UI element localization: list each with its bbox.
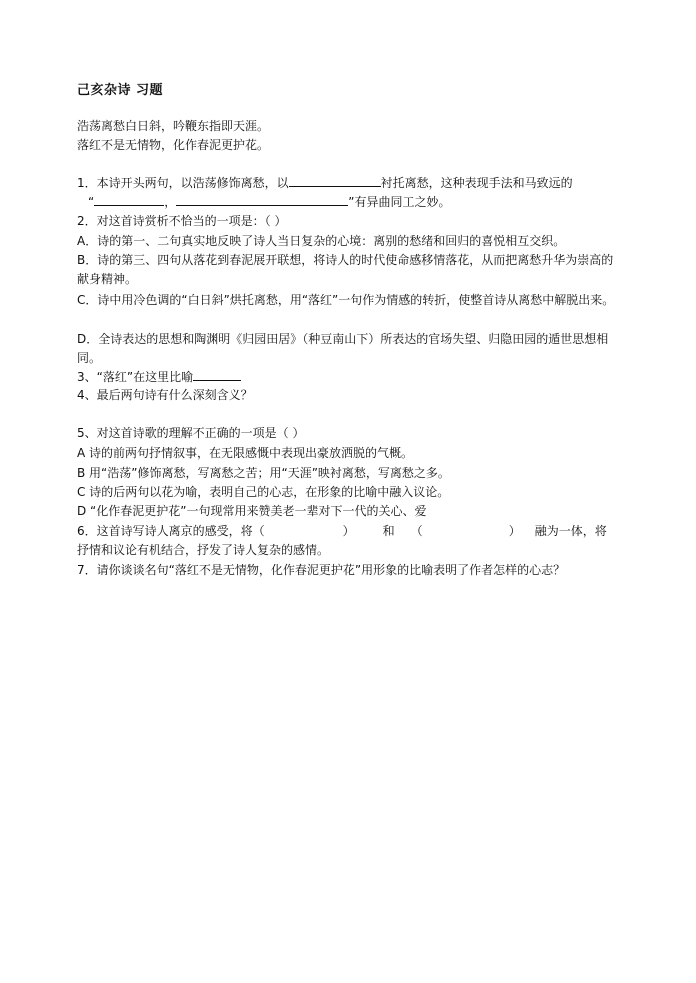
- question-2-stem: 2．对这首诗赏析不恰当的一项是：（ ）: [77, 214, 287, 228]
- question-5-stem: 5、对这首诗歌的理解不正确的一项是（ ）: [77, 426, 305, 440]
- answer-blank[interactable]: [176, 193, 348, 206]
- question-3: 3、“落红”在这里比喻: [77, 368, 241, 386]
- question-5-option-b: B 用“浩荡”修饰离愁，写离愁之苦；用“天涯”映衬离愁，写离愁之多。: [77, 466, 450, 480]
- answer-blank[interactable]: [193, 368, 241, 381]
- question-5-option-c: C 诗的后两句以花为喻，表明自己的心志，在形象的比喻中融入议论。: [77, 485, 450, 499]
- question-1-line-1: 1．本诗开头两句，以浩荡修饰离愁，以 衬托离愁，这种表现手法和马致远的: [77, 176, 573, 190]
- question-2-option-b: B．诗的第三、四句从落花到春泥展开联想，将诗人的时代使命感移情落花，从而把离愁升华为崇高的献身精神。: [77, 253, 614, 286]
- answer-blank[interactable]: [289, 174, 381, 187]
- question-1-line-2: “ ， ”有异曲同工之妙。: [88, 195, 451, 209]
- question-5-option-d: D “化作春泥更护花”一句现常用来赞美老一辈对下一代的关心、爱: [77, 504, 427, 518]
- question-6-line-2: 抒情和议论有机结合，抒发了诗人复杂的感情。: [77, 543, 330, 557]
- document-title: 己亥杂诗 习题: [77, 83, 164, 98]
- poem-line-2: 落红不是无情物，化作春泥更护花。: [77, 138, 270, 152]
- question-2-option-c: C．诗中用冷色调的“白日斜”烘托离愁，用“落红”一句作为情感的转折，使整首诗从离愁中解脱出来。: [77, 293, 615, 307]
- poem-line-1: 浩荡离愁白日斜，吟鞭东指即天涯。: [77, 119, 270, 133]
- question-6-line-1: 6．这首诗写诗人离京的感受，将（ ） 和 （ ） 融为一体，将: [77, 524, 607, 538]
- question-4: 4、最后两句诗有什么深刻含义？: [77, 388, 253, 402]
- question-2-option-d: D．全诗表达的思想和陶渊明《归园田居》（种豆南山下）所表达的官场失望、归隐田园的遁世思想相同。: [77, 332, 609, 365]
- question-5-option-a: A 诗的前两句抒情叙事，在无限感慨中表现出豪放洒脱的气概。: [77, 446, 414, 460]
- question-2-option-a: A．诗的第一、二句真实地反映了诗人当日复杂的心境：离别的愁绪和回归的喜悦相互交织。: [77, 234, 566, 248]
- question-7: 7．请你谈谈名句“落红不是无情物，化作春泥更护花”用形象的比喻表明了作者怎样的心志？: [77, 563, 566, 577]
- answer-blank[interactable]: [94, 193, 164, 206]
